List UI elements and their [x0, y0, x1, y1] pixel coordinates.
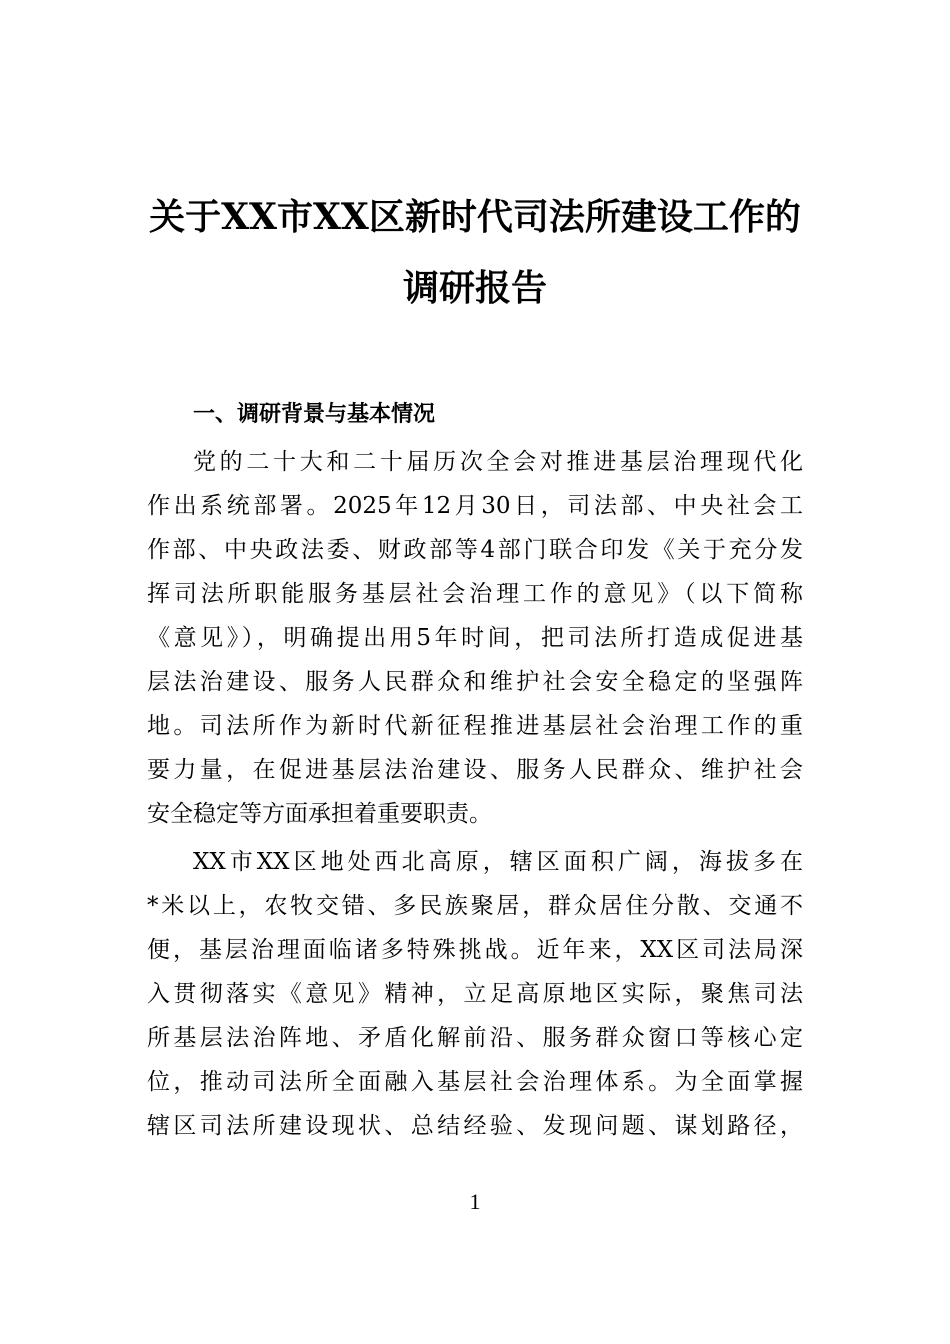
paragraph-1-line: 党的二十大和二十届历次全会对推进基层治理现代化 [193, 449, 803, 475]
paragraph-2-line: 便，基层治理面临诸多特殊挑战。近年来，XX区司法局深 [147, 937, 803, 963]
paragraph-1-line: 要力量，在促进基层法治建设、服务人民群众、维护社会 [147, 757, 803, 783]
paragraph-1-line: 挥司法所职能服务基层社会治理工作的意见》（以下简称 [147, 581, 803, 607]
paragraph-2-line: *米以上，农牧交错、多民族聚居，群众居住分散、交通不 [147, 893, 803, 919]
document-title-line-2: 调研报告 [402, 267, 547, 309]
paragraph-2-line: XX市XX区地处西北高原，辖区面积广阔，海拔多在 [193, 849, 803, 875]
page-number: 1 [469, 1189, 481, 1214]
paragraph-1-line: 《意见》），明确提出用5年时间，把司法所打造成促进基 [147, 625, 803, 651]
paragraph-1-line: 作部、中央政法委、财政部等4部门联合印发《关于充分发 [147, 537, 803, 563]
paragraph-1-line: 地。司法所作为新时代新征程推进基层社会治理工作的重 [147, 713, 803, 739]
paragraph-2-line: 入贯彻落实《意见》精神，立足高原地区实际，聚焦司法 [147, 981, 803, 1007]
paragraph-2-line: 辖区司法所建设现状、总结经验、发现问题、谋划路径， [147, 1113, 803, 1139]
paragraph-2-line: 位，推动司法所全面融入基层社会治理体系。为全面掌握 [147, 1069, 803, 1095]
section-heading: 一、调研背景与基本情况 [193, 402, 436, 427]
paragraph-1-line: 安全稳定等方面承担着重要职责。 [147, 801, 492, 827]
paragraph-1-line: 层法治建设、服务人民群众和维护社会安全稳定的坚强阵 [147, 669, 803, 695]
paragraph-2-line: 所基层法治阵地、矛盾化解前沿、服务群众窗口等核心定 [147, 1025, 803, 1051]
paragraph-1-line: 作出系统部署。2025年12月30日，司法部、中央社会工 [147, 493, 803, 519]
document-title-line-1: 关于XX市XX区新时代司法所建设工作的 [149, 196, 801, 238]
